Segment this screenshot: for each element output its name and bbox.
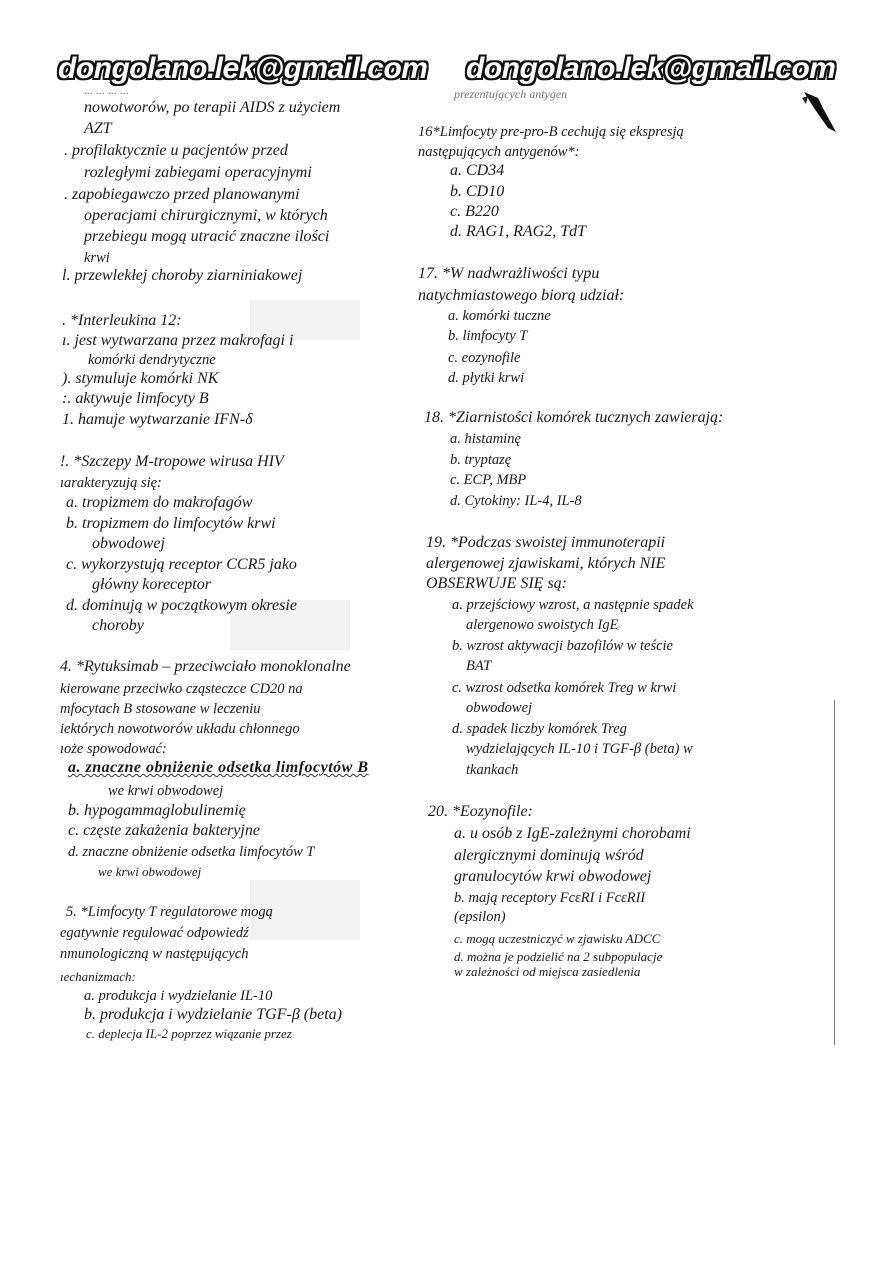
answer-option: przebiegu mogą utracić znaczne ilości [84,228,330,245]
scan-corner-mark [800,88,838,136]
question-title: 16*Limfocyty pre-pro-B cechują się ekspresją [418,124,684,140]
answer-option: b. produkcja i wydzielanie TGF-β (beta) [84,1006,342,1023]
answer-option: obwodowej [466,700,533,716]
question-title: 5. *Limfocyty T regulatorowe mogą [66,904,273,920]
answer-option: d. RAG1, RAG2, TdT [450,223,586,240]
answer-option: komórki dendrytyczne [88,352,216,368]
answer-option: d. płytki krwi [448,370,525,386]
cut-line: ... ... ... ... [84,83,129,97]
watermark-left: dongolano.lek@gmail.com [58,52,428,85]
question-title: egatywnie regulować odpowiedź [60,925,249,941]
question-title: natychmiastowego biorą udział: [418,287,625,304]
question-title: 17. *W nadwrażliwości typu [418,265,600,282]
answer-option: . zapobiegawczo przed planowanymi [64,186,300,203]
answer-option: a. histaminę [450,431,521,447]
answer-option: . profilaktycznie u pacjentów przed [64,142,288,159]
answer-option: b. tryptazę [450,452,512,468]
watermark-right: dongolano.lek@gmail.com [466,52,836,85]
answer-option: c. deplecja IL-2 poprzez wiązanie przez [86,1026,292,1041]
answer-option: choroby [92,617,144,634]
answer-option: c. mogą uczestniczyć w zjawisku ADCC [454,931,661,946]
answer-option: alergicznymi dominują wśród [454,847,644,864]
answer-option: (epsilon) [454,909,506,925]
answer-option: 1. hamuje wytwarzanie IFN-δ [62,411,253,428]
answer-option: c. częste zakażenia bakteryjne [68,822,260,839]
answer-option: b. wzrost aktywacji bazofilów w teście [452,638,673,654]
cut-line: prezentujących antygen [454,87,568,101]
answer-option: BAT [466,658,492,674]
scan-edge-line [834,700,835,1045]
question-title: . *Interleukina 12: [62,312,182,329]
answer-option: c. eozynofile [448,350,521,366]
answer-option: tkankach [466,762,519,778]
answer-option: d. Cytokiny: IL-4, IL-8 [450,493,582,509]
answer-option: w zależności od miejsca zasiedlenia [454,964,641,979]
answer-option: b. CD10 [450,183,505,200]
question-title: następujących antygenów*: [418,144,580,160]
answer-option: wydzielających IL-10 i TGF-β (beta) w [466,741,693,757]
answer-option: obwodowej [92,535,165,552]
question-line: AZT [84,120,112,137]
question-title: !. *Szczepy M-tropowe wirusa HIV [60,453,284,470]
answer-option: b. limfocyty T [448,328,528,344]
answer-option: c. ECP, MBP [450,472,527,488]
answer-option: b. tropizmem do limfocytów krwi [66,515,276,532]
question-title: OBSERWUJE SIĘ są: [426,575,567,592]
answer-option: c. B220 [450,203,499,220]
answer-option: ). stymuluje komórki NK [62,370,219,387]
answer-option: a. tropizmem do makrofagów [66,494,253,511]
answer-option: krwi [84,250,110,266]
answer-option: we krwi obwodowej [98,864,202,879]
answer-option: a. znaczne obniżenie odsetka limfocytów B [68,759,369,776]
answer-option: b. mają receptory FcεRI i FcεRII [454,890,646,906]
answer-option: a. komórki tuczne [448,308,551,324]
answer-option: c. wykorzystują receptor CCR5 jako [66,556,297,573]
question-line: nowotworów, po terapii AIDS z użyciem [84,99,341,116]
answer-option: a. produkcja i wydzielanie IL-10 [84,988,273,1004]
question-title: ıoże spowodować: [60,741,167,757]
answer-option: b. hypogammaglobulinemię [68,802,246,819]
question-title: ıechanizmach: [60,969,136,984]
answer-option: operacjami chirurgicznymi, w których [84,207,328,224]
answer-option: l. przewlekłej choroby ziarniniakowej [62,267,303,284]
answer-option: d. dominują w początkowym okresie [66,597,297,614]
answer-option: d. znaczne obniżenie odsetka limfocytów T [68,844,315,860]
question-title: 19. *Podczas swoistej immunoterapii [426,534,666,551]
answer-option: d. można je podzielić na 2 subpopulacje [454,949,663,964]
answer-option: alergenowo swoistych IgE [466,617,619,633]
answer-option: a. u osób z IgE-zależnymi chorobami [454,825,691,842]
question-title: ıarakteryzują się: [60,475,162,491]
answer-option: :. aktywuje limfocyty B [62,390,209,407]
question-title: mfocytach B stosowane w leczeniu [60,701,261,717]
question-title: 18. *Ziarnistości komórek tucznych zawierają: [424,409,724,426]
answer-option: d. spadek liczby komórek Treg [452,721,627,737]
answer-option: rozległymi zabiegami operacyjnymi [84,164,312,181]
answer-option: główny koreceptor [92,576,211,593]
question-title: kierowane przeciwko cząsteczce CD20 na [60,681,303,697]
question-title: 4. *Rytuksimab – przeciwciało monoklonalne [60,658,351,675]
answer-option: we krwi obwodowej [108,783,224,799]
question-title: alergenowej zjawiskami, których NIE [426,555,666,572]
answer-option: c. wzrost odsetka komórek Treg w krwi [452,680,677,696]
answer-option: a. CD34 [450,162,505,179]
question-title: nmunologiczną w następujących [60,946,249,962]
answer-option: ı. jest wytwarzana przez makrofagi i [62,332,294,349]
question-title: 20. *Eozynofile: [428,803,533,820]
answer-option: a. przejściowy wzrost, a następnie spadek [452,597,694,613]
question-title: iektórych nowotworów układu chłonnego [60,721,300,737]
answer-option: granulocytów krwi obwodowej [454,868,652,885]
